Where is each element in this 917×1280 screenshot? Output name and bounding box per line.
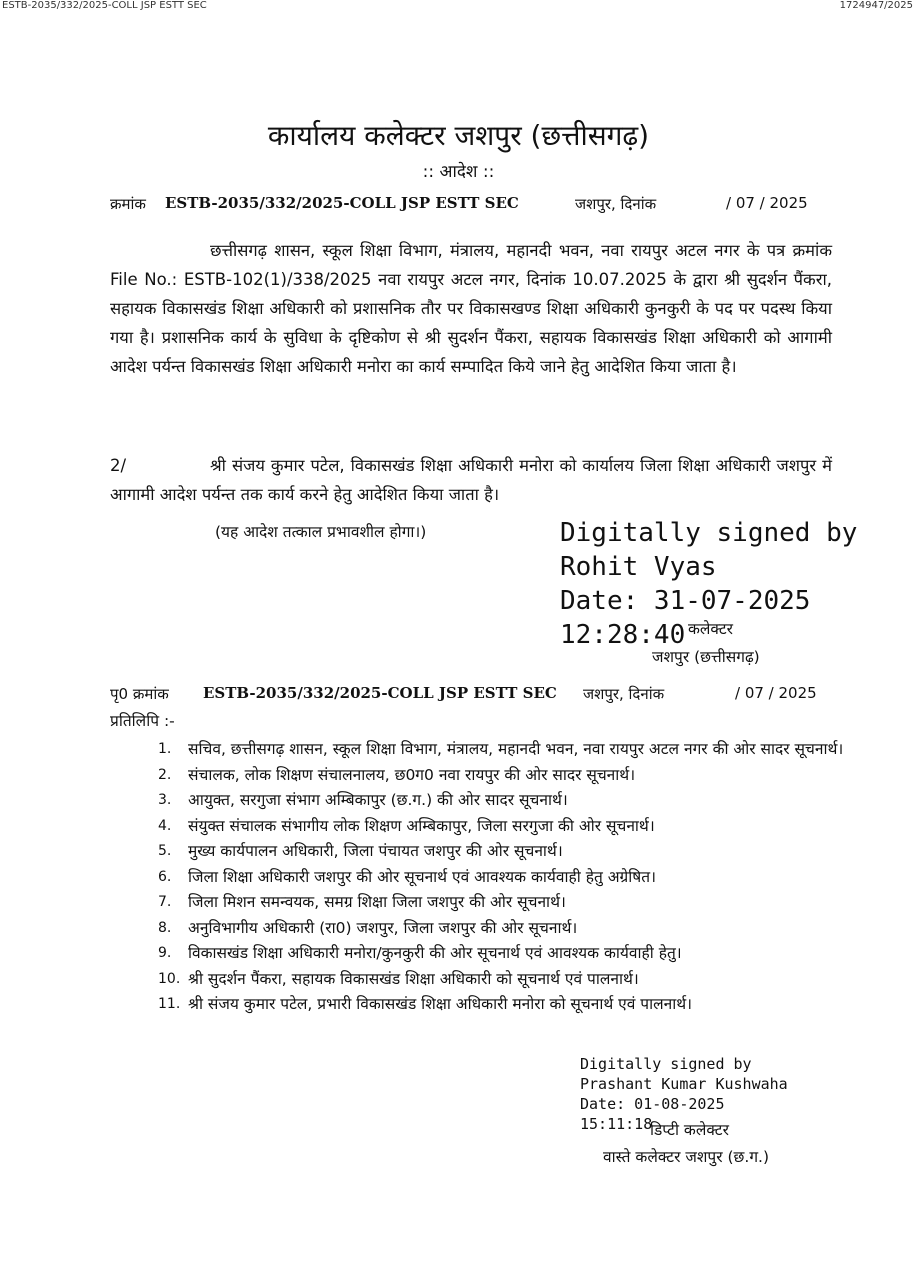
copy-heading: प्रतिलिपि :- bbox=[110, 712, 175, 730]
signature-line-1: Digitally signed by bbox=[580, 1055, 752, 1073]
copy-ref-number: ESTB-2035/332/2025-COLL JSP ESTT SEC bbox=[203, 684, 557, 702]
list-item: 10. श्री सुदर्शन पैंकरा, सहायक विकासखंड शिक्षा अधिकारी को सूचनार्थ एवं पालनार्थ। bbox=[158, 969, 639, 988]
ref-place-date: जशपुर, दिनांक bbox=[575, 195, 657, 213]
deputy-collector-designation: डिप्टी कलेक्टर bbox=[650, 1121, 729, 1139]
ref-label: क्रमांक bbox=[110, 195, 146, 213]
paragraph-1-text: छत्तीसगढ़ शासन, स्कूल शिक्षा विभाग, मंत्रालय, महानदी भवन, नवा रायपुर अटल नगर के पत्र क्रमांक File No.: ESTB-102(1)/338/2025 नवा रायपुर अटल नगर, दिनांक 10.07.2025 के द्वारा श्री सुदर्शन पैंकरा, सहायक विकासखंड शिक्षा अधिकारी को प्रशासनिक तौर पर विकासखण्ड शिक्षा अधिकारी कुनकुरी के पद पर पदस्थ किया गया है। प्रशासनिक कार्य के सुविधा के दृष्टिकोण से श्री सुदर्शन पैंकरा, सहायक विकासखंड शिक्षा अधिकारी को आगामी आदेश पर्यन्त विकासखंड शिक्षा अधिकारी मनोरा का कार्य सम्पादित किये जाने हेतु आदेशित किया जाता है। bbox=[110, 241, 832, 376]
list-item: 7. जिला मिशन समन्वयक, समग्र शिक्षा जिला जशपुर की ओर सूचनार्थ। bbox=[158, 893, 566, 911]
paragraph-2-number: 2/ bbox=[110, 456, 127, 475]
list-item: 2. संचालक, लोक शिक्षण संचालनालय, छ0ग0 नवा रायपुर की ओर सादर सूचनार्थ। bbox=[158, 765, 636, 784]
signature-date: Date: 31-07-2025 bbox=[560, 586, 811, 616]
order-paragraph-2 bbox=[110, 451, 832, 509]
office-title: कार्यालय कलेक्टर जशपुर (छत्तीसगढ़) bbox=[267, 119, 650, 152]
signature-line-1: Digitally signed by bbox=[560, 518, 858, 548]
copy-ref-date: / 07 / 2025 bbox=[735, 684, 817, 702]
list-item: 8. अनुविभागीय अधिकारी (रा0) जशपुर, जिला जशपुर की ओर सूचनार्थ। bbox=[158, 918, 578, 937]
signature-name: Rohit Vyas bbox=[560, 552, 717, 582]
signature-time: 12:28:40 bbox=[560, 620, 686, 650]
header-doc-id: 1724947/2025 bbox=[839, 0, 913, 11]
copy-ref-label: पृ0 क्रमांक bbox=[110, 685, 169, 703]
ref-number: ESTB-2035/332/2025-COLL JSP ESTT SEC bbox=[165, 194, 519, 212]
list-item: 6. जिला शिक्षा अधिकारी जशपुर की ओर सूचनार्थ एवं आवश्यक कार्यवाही हेतु अग्रेषित। bbox=[158, 867, 656, 886]
deputy-collector-for: वास्ते कलेक्टर जशपुर (छ.ग.) bbox=[603, 1148, 770, 1166]
list-item: 11. श्री संजय कुमार पटेल, प्रभारी विकासखंड शिक्षा अधिकारी मनोरा को सूचनार्थ एवं पालनार्थ। bbox=[158, 995, 693, 1013]
signature-name: Prashant Kumar Kushwaha bbox=[580, 1075, 788, 1093]
copy-ref-place-date: जशपुर, दिनांक bbox=[583, 685, 665, 703]
paragraph-2-text: श्री संजय कुमार पटेल, विकासखंड शिक्षा अधिकारी मनोरा को कार्यालय जिला शिक्षा अधिकारी जशपुर में आगामी आदेश पर्यन्त तक कार्य करने हेतु आदेशित किया जाता है। bbox=[110, 456, 832, 504]
list-item: 3. आयुक्त, सरगुजा संभाग अम्बिकापुर (छ.ग.) की ओर सादर सूचनार्थ। bbox=[158, 791, 568, 809]
signature-date: Date: 01-08-2025 bbox=[580, 1095, 725, 1113]
list-item: 1. सचिव, छत्तीसगढ़ शासन, स्कूल शिक्षा विभाग, मंत्रालय, महानदी भवन, नवा रायपुर अटल नगर की ओर सादर सूचनार्थ। bbox=[158, 740, 844, 758]
order-heading: :: आदेश :: bbox=[422, 162, 495, 182]
collector-place: जशपुर (छत्तीसगढ़) bbox=[652, 648, 760, 666]
copy-recipient-list bbox=[158, 737, 878, 1018]
list-item: 9. विकासखंड शिक्षा अधिकारी मनोरा/कुनकुरी की ओर सूचनार्थ एवं आवश्यक कार्यवाही हेतु। bbox=[158, 944, 682, 962]
signature-time: 15:11:18 bbox=[580, 1115, 653, 1133]
order-paragraph-1 bbox=[110, 236, 832, 381]
list-item: 5. मुख्य कार्यपालन अधिकारी, जिला पंचायत जशपुर की ओर सूचनार्थ। bbox=[158, 842, 563, 860]
header-file-ref: ESTB-2035/332/2025-COLL JSP ESTT SEC bbox=[2, 0, 207, 11]
list-item: 4. संयुक्त संचालक संभागीय लोक शिक्षण अम्बिकापुर, जिला सरगुजा की ओर सूचनार्थ। bbox=[158, 816, 655, 835]
effect-note: (यह आदेश तत्काल प्रभावशील होगा।) bbox=[215, 523, 427, 541]
collector-designation: कलेक्टर bbox=[688, 620, 734, 638]
ref-date: / 07 / 2025 bbox=[726, 194, 808, 212]
